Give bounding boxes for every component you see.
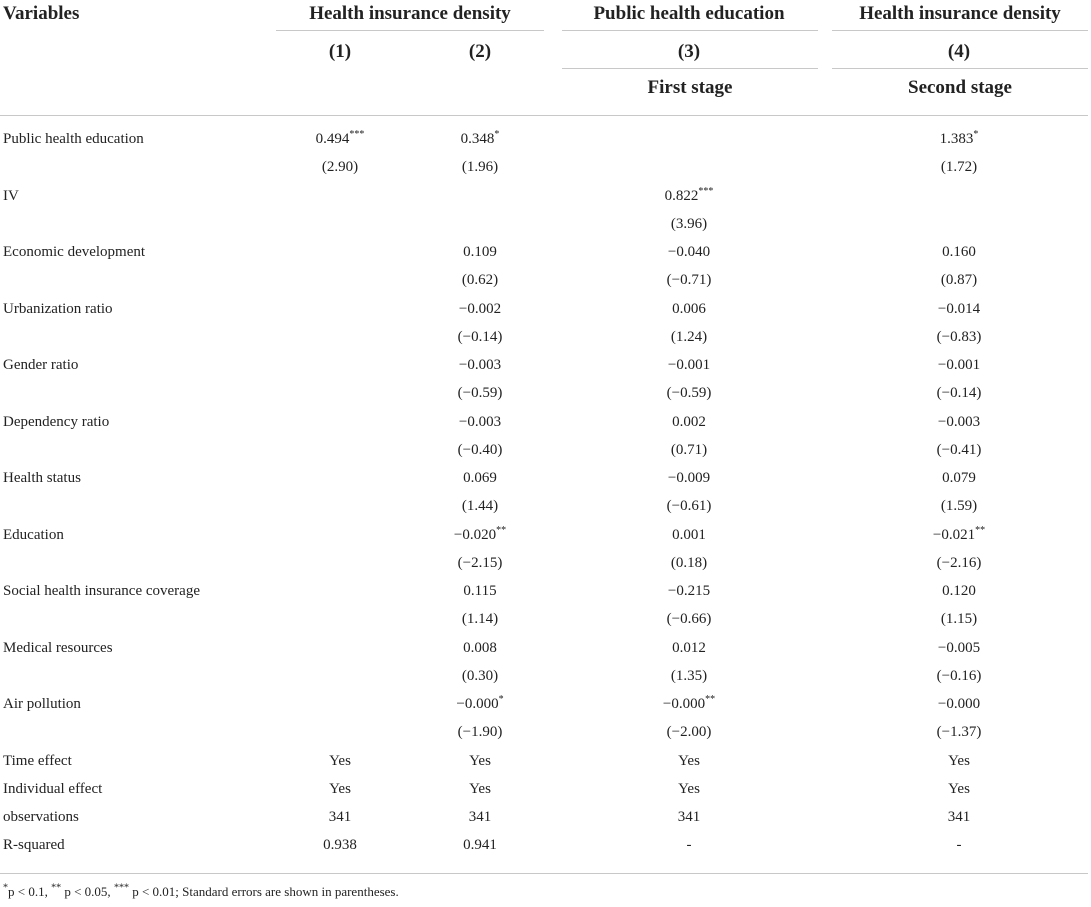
- cell-col-4: [884, 244, 1034, 261]
- cell-col-4: [884, 753, 1034, 770]
- cell-col-2: [405, 555, 555, 572]
- cell-col-2: [405, 753, 555, 770]
- cell-value: (1.72): [940, 159, 978, 175]
- cell-col-1: [265, 131, 415, 148]
- cell-col-2: [405, 272, 555, 289]
- cell-value: (2.90): [321, 159, 359, 175]
- table-row: [0, 668, 1091, 696]
- cell-col-4: [884, 442, 1034, 459]
- cell-col-4: [884, 809, 1034, 826]
- cell-col-4: [884, 357, 1034, 374]
- row-label: Public health education: [3, 131, 144, 147]
- cell-col-2: [405, 442, 555, 459]
- cell-value: Yes: [948, 781, 970, 797]
- row-label: Dependency ratio: [3, 414, 110, 430]
- table-row: [0, 216, 1091, 244]
- header-group-public-health-education: Public health education: [593, 3, 785, 24]
- table-row: [0, 442, 1091, 470]
- cell-value: (1.15): [940, 611, 978, 627]
- header-col-3: (3): [677, 41, 701, 62]
- cell-col-2: [405, 724, 555, 741]
- header-bottom-rule: [0, 115, 1088, 116]
- cell-col-3: [614, 385, 764, 402]
- cell-value: −0.020: [453, 527, 497, 543]
- cell-value: 1.383: [939, 131, 974, 147]
- table-row: [0, 301, 1091, 329]
- cell-value: -: [686, 837, 692, 853]
- header-rule-group3: [832, 30, 1088, 31]
- cell-col-2: [405, 837, 555, 854]
- row-label: R-squared: [3, 837, 65, 853]
- header-rule-group2: [562, 30, 818, 31]
- cell-value: Yes: [329, 781, 351, 797]
- table-row: [0, 159, 1091, 187]
- cell-value: (−0.59): [457, 385, 503, 401]
- cell-value: 0.115: [463, 583, 497, 599]
- cell-col-3: [614, 301, 764, 318]
- row-label: Education: [3, 527, 64, 543]
- significance-stars: *: [973, 129, 979, 140]
- cell-col-1: [265, 837, 415, 854]
- cell-col-4: [884, 668, 1034, 685]
- cell-value: (−0.14): [457, 329, 503, 345]
- table-row: [0, 329, 1091, 357]
- cell-value: 0.109: [463, 244, 497, 260]
- cell-col-3: [614, 272, 764, 289]
- row-label: Time effect: [3, 753, 72, 769]
- cell-col-2: [405, 583, 555, 600]
- cell-value: −0.003: [458, 357, 502, 373]
- row-label: Gender ratio: [3, 357, 79, 373]
- significance-stars: **: [975, 525, 986, 536]
- cell-col-3: [614, 611, 764, 628]
- cell-col-2: [405, 385, 555, 402]
- cell-col-4: [884, 696, 1034, 713]
- cell-col-4: [884, 640, 1034, 657]
- cell-value: −0.215: [667, 583, 711, 599]
- cell-col-2: [405, 809, 555, 826]
- cell-value: (−1.90): [457, 724, 503, 740]
- header-variables: Variables: [3, 3, 80, 24]
- cell-value: (0.30): [461, 668, 499, 684]
- cell-value: (1.96): [461, 159, 499, 175]
- cell-col-1: [265, 159, 415, 176]
- cell-value: −0.001: [667, 357, 711, 373]
- header-col-2: (2): [468, 41, 492, 62]
- significance-stars: *: [494, 129, 500, 140]
- cell-value: −0.002: [458, 301, 502, 317]
- cell-col-2: [405, 131, 555, 148]
- cell-value: (3.96): [670, 216, 708, 232]
- table-row: [0, 781, 1091, 809]
- table-bottom-rule: [0, 873, 1088, 874]
- cell-col-3: [614, 244, 764, 261]
- cell-col-2: [405, 781, 555, 798]
- row-label: Individual effect: [3, 781, 103, 797]
- cell-value: (−2.16): [936, 555, 982, 571]
- cell-value: (1.14): [461, 611, 499, 627]
- footnote-text-3: p < 0.01; Standard errors are shown in parentheses.: [128, 884, 399, 899]
- cell-value: 0.012: [672, 640, 706, 656]
- cell-value: (0.18): [670, 555, 708, 571]
- cell-col-2: [405, 668, 555, 685]
- cell-col-2: [405, 611, 555, 628]
- cell-value: 0.941: [463, 837, 497, 853]
- table-row: [0, 357, 1091, 385]
- cell-col-3: [614, 442, 764, 459]
- table-row: [0, 555, 1091, 583]
- cell-value: 0.160: [942, 244, 976, 260]
- cell-value: (−0.71): [666, 272, 712, 288]
- cell-value: (−2.15): [457, 555, 503, 571]
- cell-value: Yes: [469, 781, 491, 797]
- cell-value: (−0.66): [666, 611, 712, 627]
- cell-col-4: [884, 301, 1034, 318]
- cell-value: 0.002: [672, 414, 706, 430]
- significance-stars: **: [496, 525, 507, 536]
- cell-value: −0.000: [456, 696, 499, 712]
- cell-value: −0.003: [458, 414, 502, 430]
- cell-value: 0.079: [942, 470, 976, 486]
- table-row: [0, 188, 1091, 216]
- header-group-health-insurance-density-iv: Health insurance density: [859, 3, 1061, 24]
- cell-col-2: [405, 527, 555, 544]
- cell-col-2: [405, 329, 555, 346]
- cell-col-2: [405, 244, 555, 261]
- cell-col-4: [884, 470, 1034, 487]
- cell-col-2: [405, 301, 555, 318]
- cell-col-4: [884, 527, 1034, 544]
- significance-stars: **: [705, 694, 716, 705]
- cell-col-3: [614, 781, 764, 798]
- cell-col-3: [614, 498, 764, 515]
- cell-col-2: [405, 498, 555, 515]
- cell-value: Yes: [678, 781, 700, 797]
- table-row: [0, 385, 1091, 413]
- row-label: Social health insurance coverage: [3, 583, 200, 599]
- cell-col-3: [614, 414, 764, 431]
- cell-value: (−0.14): [936, 385, 982, 401]
- cell-col-3: [614, 188, 764, 205]
- footnote: [3, 884, 399, 900]
- cell-col-4: [884, 781, 1034, 798]
- table-row: [0, 244, 1091, 272]
- footnote-text-2: p < 0.05,: [61, 884, 114, 899]
- cell-col-3: [614, 753, 764, 770]
- cell-col-4: [884, 272, 1034, 289]
- cell-value: −0.000: [937, 696, 981, 712]
- footnote-text-1: p < 0.1,: [8, 884, 52, 899]
- cell-col-3: [614, 668, 764, 685]
- cell-col-4: [884, 131, 1034, 148]
- cell-value: (−0.83): [936, 329, 982, 345]
- cell-col-3: [614, 837, 764, 854]
- cell-value: 0.348: [460, 131, 495, 147]
- header-rule-col4: [832, 68, 1088, 69]
- table-row: [0, 272, 1091, 300]
- header-rule-group1: [276, 30, 544, 31]
- cell-value: (−0.40): [457, 442, 503, 458]
- cell-col-4: [884, 583, 1034, 600]
- cell-value: (−2.00): [666, 724, 712, 740]
- cell-value: (1.24): [670, 329, 708, 345]
- cell-value: Yes: [469, 753, 491, 769]
- cell-value: −0.003: [937, 414, 981, 430]
- cell-value: (0.87): [940, 272, 978, 288]
- table-row: [0, 470, 1091, 498]
- cell-value: 0.494: [315, 131, 350, 147]
- table-row: [0, 640, 1091, 668]
- table-row: [0, 583, 1091, 611]
- significance-stars: *: [498, 694, 504, 705]
- cell-value: Yes: [948, 753, 970, 769]
- cell-value: (−0.61): [666, 498, 712, 514]
- cell-col-2: [405, 159, 555, 176]
- table-row: [0, 414, 1091, 442]
- cell-col-3: [614, 357, 764, 374]
- table-row: [0, 809, 1091, 837]
- table-row: [0, 724, 1091, 752]
- cell-value: 341: [947, 809, 971, 825]
- cell-value: (−0.59): [666, 385, 712, 401]
- cell-value: (−0.16): [936, 668, 982, 684]
- cell-value: 341: [328, 809, 352, 825]
- cell-col-4: [884, 329, 1034, 346]
- cell-value: (−1.37): [936, 724, 982, 740]
- cell-value: −0.014: [937, 301, 981, 317]
- cell-value: −0.009: [667, 470, 711, 486]
- cell-col-4: [884, 498, 1034, 515]
- cell-col-2: [405, 696, 555, 713]
- cell-value: −0.021: [932, 527, 976, 543]
- cell-value: −0.005: [937, 640, 981, 656]
- cell-col-3: [614, 724, 764, 741]
- cell-col-3: [614, 329, 764, 346]
- cell-value: Yes: [678, 753, 700, 769]
- cell-col-2: [405, 470, 555, 487]
- cell-value: -: [956, 837, 962, 853]
- cell-col-3: [614, 470, 764, 487]
- header-rule-col3: [562, 68, 818, 69]
- cell-value: (1.35): [670, 668, 708, 684]
- table-row: [0, 611, 1091, 639]
- footnote-marker-1: *: [3, 882, 8, 894]
- header-first-stage: First stage: [647, 77, 733, 98]
- cell-col-3: [614, 809, 764, 826]
- cell-value: (1.59): [940, 498, 978, 514]
- cell-col-3: [614, 555, 764, 572]
- cell-value: (0.71): [670, 442, 708, 458]
- header-col-4: (4): [947, 41, 971, 62]
- row-label: Urbanization ratio: [3, 301, 113, 317]
- cell-value: 0.006: [672, 301, 706, 317]
- header-col-1: (1): [328, 41, 352, 62]
- cell-value: −0.000: [662, 696, 706, 712]
- header-group-health-insurance-density: Health insurance density: [309, 3, 511, 24]
- cell-col-1: [265, 781, 415, 798]
- row-label: Economic development: [3, 244, 146, 260]
- row-label: Health status: [3, 470, 81, 486]
- cell-col-3: [614, 696, 764, 713]
- table-row: [0, 837, 1091, 865]
- cell-value: (0.62): [461, 272, 499, 288]
- table-row: [0, 498, 1091, 526]
- cell-col-4: [884, 159, 1034, 176]
- cell-value: (−0.41): [936, 442, 982, 458]
- cell-col-3: [614, 640, 764, 657]
- cell-col-4: [884, 555, 1034, 572]
- table-row: [0, 131, 1091, 159]
- cell-col-1: [265, 809, 415, 826]
- cell-col-2: [405, 640, 555, 657]
- row-label: Medical resources: [3, 640, 113, 656]
- table-row: [0, 753, 1091, 781]
- cell-value: 0.120: [942, 583, 976, 599]
- row-label: IV: [3, 188, 19, 204]
- cell-value: 341: [677, 809, 701, 825]
- cell-value: 341: [468, 809, 492, 825]
- cell-value: 0.938: [323, 837, 357, 853]
- table-row: [0, 696, 1091, 724]
- cell-col-2: [405, 414, 555, 431]
- cell-value: (1.44): [461, 498, 499, 514]
- cell-col-4: [884, 385, 1034, 402]
- cell-col-4: [884, 414, 1034, 431]
- cell-col-1: [265, 753, 415, 770]
- cell-col-3: [614, 216, 764, 233]
- significance-stars: ***: [349, 129, 365, 140]
- cell-value: Yes: [329, 753, 351, 769]
- cell-col-4: [884, 724, 1034, 741]
- table-row: [0, 527, 1091, 555]
- cell-col-3: [614, 583, 764, 600]
- cell-col-4: [884, 837, 1034, 854]
- cell-col-2: [405, 357, 555, 374]
- cell-value: 0.001: [672, 527, 706, 543]
- row-label: Air pollution: [3, 696, 81, 712]
- significance-stars: ***: [698, 186, 714, 197]
- cell-value: −0.040: [667, 244, 711, 260]
- cell-value: −0.001: [937, 357, 981, 373]
- row-label: observations: [3, 809, 79, 825]
- cell-value: 0.008: [463, 640, 497, 656]
- footnote-marker-2: **: [51, 882, 62, 894]
- cell-col-3: [614, 527, 764, 544]
- cell-value: 0.822: [664, 188, 699, 204]
- footnote-marker-3: ***: [113, 882, 129, 894]
- cell-col-4: [884, 611, 1034, 628]
- cell-value: 0.069: [463, 470, 497, 486]
- header-second-stage: Second stage: [908, 77, 1012, 98]
